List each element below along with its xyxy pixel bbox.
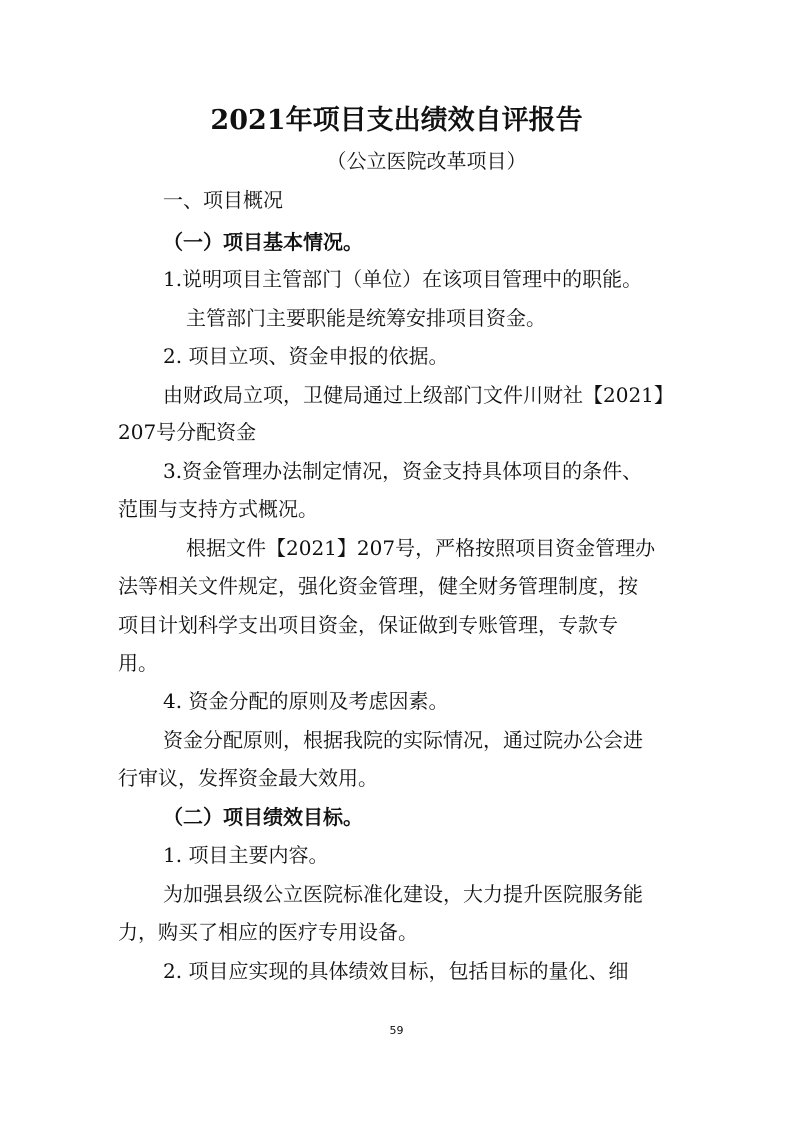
subsection-heading-performance-goals: （二）项目绩效目标。 [163,805,363,829]
page-number: 59 [389,1024,404,1037]
paragraph-line: 1. 项目主要内容。 [163,843,329,867]
paragraph-line: 法等相关文件规定，强化资金管理，健全财务管理制度，按 [118,574,638,598]
paragraph-line: 由财政局立项，卫健局通过上级部门文件川财社【2021】 [163,383,674,407]
document-subtitle: （公立医院改革项目） [326,149,527,173]
paragraph-line: 4. 资金分配的原则及考虑因素。 [163,689,449,713]
paragraph-line: 3.资金管理办法制定情况，资金支持具体项目的条件、 [163,459,643,483]
paragraph-line: 力，购买了相应的医疗专用设备。 [118,920,418,944]
paragraph-line: 范围与支持方式概况。 [118,497,318,521]
subsection-heading-basic-info: （一）项目基本情况。 [163,230,363,254]
paragraph-line: 2. 项目立项、资金申报的依据。 [163,344,449,368]
paragraph-line: 2. 项目应实现的具体绩效目标，包括目标的量化、细 [163,959,629,983]
paragraph-line: 根据文件【2021】207号，严格按照项目资金管理办 [186,536,656,560]
paragraph-line: 207号分配资金 [118,420,257,444]
paragraph-line: 用。 [118,651,158,675]
paragraph-line: 为加强县级公立医院标准化建设，大力提升医院服务能 [163,882,643,906]
paragraph-line: 资金分配原则，根据我院的实际情况，通过院办公会进 [163,728,643,752]
section-heading-overview: 一、项目概况 [163,188,283,212]
paragraph-line: 1.说明项目主管部门（单位）在该项目管理中的职能。 [163,267,643,291]
document-title: 2021年项目支出绩效自评报告 [210,105,583,136]
paragraph-line: 行审议，发挥资金最大效用。 [118,766,378,790]
paragraph-line: 主管部门主要职能是统筹安排项目资金。 [186,306,546,330]
paragraph-line: 项目计划科学支出项目资金，保证做到专账管理，专款专 [118,613,618,637]
